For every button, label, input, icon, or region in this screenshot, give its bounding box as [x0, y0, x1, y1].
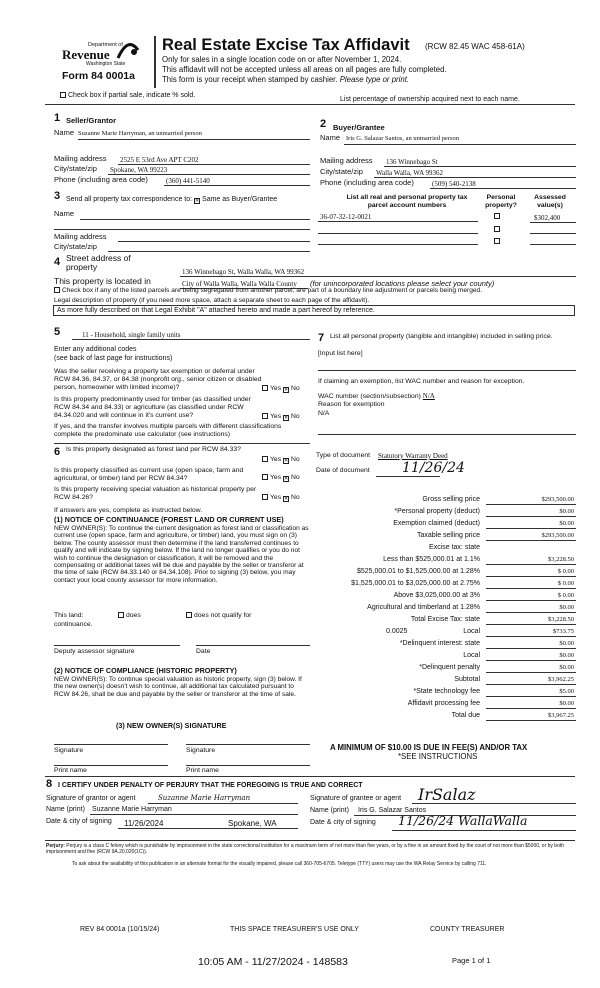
- revision: REV 84 0001a (10/15/24): [80, 926, 160, 933]
- parcel-line-3: [318, 244, 478, 245]
- buyer-mailing[interactable]: 136 Winnebago St: [386, 158, 438, 166]
- gross-selling-price-row: Gross selling price $293,500.00: [422, 496, 574, 503]
- notice-continuance-body: NEW OWNER(S): To continue the current designation as forest land or classification as current use (open space, farm and agriculture, or timber) land, you must sign on (3) below. The county assessor must then determine if the land transferred continues to qualify and will indicate by signing below. If the land no longer qualifies or you do not wish to continue the designation or classification, it will be removed and the compensating or additional taxes will be due and payable by the seller or transferor at the time of sale (RCW 84.33.140 or 84.34.108). Prior to signing (3) below, you may contact your local county assessor for more information.: [54, 525, 309, 584]
- additional-codes-label-2: (see back of last page for instructions): [54, 355, 173, 362]
- delinquent-state-row: *Delinquent interest: state $0.00: [399, 640, 574, 647]
- notice-compliance-body: NEW OWNER(S): To continue special valuation as historic property, sign (3) below. If the new owner(s) doesn't wish to continue, all additional tax calculated pursuant to RCW 84.26, shall be due and payable by the seller or transferor at the time of sale.: [54, 676, 302, 698]
- seller-phone[interactable]: (360) 441-5140: [166, 177, 210, 185]
- new-owner-signature-label-1: Signature: [54, 747, 84, 754]
- footer-rule: [45, 840, 575, 841]
- total-due[interactable]: $3,967.25: [486, 712, 576, 721]
- seller-heading: Seller/Grantor: [66, 116, 117, 125]
- street-address[interactable]: 136 Winnebago St, Walla Walla, WA 99362: [182, 268, 305, 276]
- section5-q2-answer[interactable]: Yes ✕ No: [262, 413, 300, 421]
- page-number: Page 1 of 1: [452, 956, 491, 965]
- gross-selling-price[interactable]: $293,500.00: [486, 496, 576, 505]
- reason-line: [318, 434, 576, 435]
- section-4-number: 4: [54, 256, 61, 268]
- assessed-line-1: [530, 222, 576, 223]
- header-rule: [45, 104, 575, 105]
- new-owner-print-label-1: Print name: [54, 767, 87, 774]
- seller-mailing-line: [118, 164, 310, 165]
- buyer-phone-line: [430, 188, 576, 189]
- tier3-tax[interactable]: $ 0.00: [486, 580, 576, 589]
- personal-property-row: *Personal property (deduct) $0.00: [394, 508, 574, 515]
- buyer-mailing-line: [384, 166, 576, 167]
- section5-q3: If yes, and the transfer involves multiple parcels with different classifications complete the predominate use calculator (see instructions): [54, 423, 282, 438]
- land-does-not-option[interactable]: does not qualify for: [186, 612, 251, 620]
- taxable-row: Taxable selling price $293,500.00: [416, 532, 574, 539]
- land-does-option[interactable]: does: [118, 612, 141, 620]
- subtotal-row: Subtotal $3,962.25: [454, 676, 574, 683]
- correspondence-city-line: [108, 251, 310, 252]
- section6-note: If answers are yes, complete as instructed below.: [54, 507, 203, 514]
- buyer-phone[interactable]: (509) 540-2138: [432, 180, 476, 188]
- buyer-city[interactable]: Walla Walla, WA 99362: [376, 169, 444, 177]
- delinquent-interest-local[interactable]: $0.00: [486, 652, 576, 661]
- buyer-phone-label: Phone (including area code): [320, 178, 414, 187]
- seller-city[interactable]: Spokane, WA 99223: [110, 166, 168, 174]
- reason-value[interactable]: N/A: [318, 410, 330, 417]
- doc-type-label: Type of document: [316, 452, 371, 459]
- street-line: [180, 276, 576, 277]
- delinquent-local-row: Local $0.00: [463, 652, 574, 659]
- seller-city-label: City/state/zip: [54, 164, 97, 173]
- grantor-sig-label: Signature of grantor or agent: [46, 795, 136, 802]
- grantee-sig-line: [412, 803, 576, 804]
- county-treasurer: COUNTY TREASURER: [430, 926, 505, 933]
- use-code-line: [72, 339, 310, 340]
- additional-codes-label: Enter any additional codes: [54, 346, 137, 353]
- correspondence-city-label: City/state/zip: [54, 242, 97, 251]
- legal-label: Legal description of property (if you need more space, attach a separate sheet to each page of the affidavit).: [54, 297, 370, 304]
- grantee-sig-label: Signature of grantee or agent: [310, 795, 402, 802]
- perjury-notice: Perjury: Perjury is a class C felony which is punishable by imprisonment in the state correctional institution for a maximum term of not more than five years, or by a fine in an amount fixed by the court of not more than $5000, or by both imprisonment and fine (RCW 9A.20.020(1C)).: [46, 843, 565, 855]
- dept-line3: Washington State: [86, 61, 126, 67]
- section6-q2-answer[interactable]: Yes ✕ No: [262, 474, 300, 482]
- seller-name-label: Name: [54, 128, 75, 137]
- dept-line2: Revenue: [62, 47, 110, 62]
- doc-date-label: Date of document: [316, 467, 370, 474]
- subtitle-2: This affidavit will not be accepted unless all areas on all pages are fully completed.: [162, 65, 447, 74]
- delinquent-interest-state[interactable]: $0.00: [486, 640, 576, 649]
- recording-stamp: 10:05 AM - 11/27/2024 - 148583: [198, 956, 348, 968]
- continuance-label: continuance.: [54, 621, 93, 628]
- buyer-name[interactable]: Iris G. Salazar Santos, an unmarried person: [346, 135, 459, 142]
- grantor-city[interactable]: Spokane, WA: [228, 819, 277, 828]
- deputy-sig-line: [54, 645, 180, 646]
- buyer-name-label: Name: [320, 133, 341, 142]
- segregated-checkbox[interactable]: [54, 287, 60, 293]
- assessed-value-1[interactable]: $302,400: [534, 214, 561, 222]
- grantor-date[interactable]: 11/26/2024: [124, 819, 164, 828]
- grantor-date-line: [118, 828, 298, 829]
- parcel-col-header: List all real and personal property tax parcel account numbers: [346, 194, 468, 209]
- total-due-row: Total due $3,967.25: [451, 712, 574, 719]
- affidavit-processing-fee[interactable]: $0.00: [486, 700, 576, 709]
- grantee-name[interactable]: Iris G. Salazar Santos: [358, 807, 427, 814]
- legal-description[interactable]: As more fully described on that Legal Exhibit "A" attached hereto and made a part hereof by reference.: [53, 305, 575, 316]
- form-number: Form 84 0001a: [62, 70, 135, 82]
- grantee-date-line: [392, 830, 576, 831]
- dor-logo: [60, 40, 152, 84]
- personal-property-deduct[interactable]: $0.00: [486, 508, 576, 517]
- parcel-number-1[interactable]: 36-07-32-12-0021: [320, 213, 372, 221]
- correspondence-mailing-label: Mailing address: [54, 232, 107, 241]
- taxable-selling-price[interactable]: $293,500.00: [486, 532, 576, 541]
- street-label: Street address of property: [66, 253, 131, 272]
- section5-q2: Is this property predominantly used for timber (as classified under RCW 84.34 and 84.33) or agriculture (as classified under RCW 84.34.020 and will continue in it's current use?: [54, 396, 251, 419]
- new-owner-sig-line-2: [186, 744, 310, 745]
- section6-q3: Is this property receiving special valuation as historical property per RCW 84.26?: [54, 486, 257, 501]
- grantee-date[interactable]: 11/26/24 WallaWalla: [398, 813, 528, 828]
- correspondence-text: Send all property tax correspondence to: ✕ Same as Buyer/Grantee: [66, 196, 277, 204]
- segregated-row[interactable]: Check box if any of the listed parcels are being segregated from another parcel, are part of a boundary line adjustment or parcels being merged.: [54, 287, 594, 295]
- seller-name[interactable]: Suzanne Marie Harryman, an unmarried person: [78, 130, 202, 137]
- header-divider: [154, 36, 156, 88]
- parcel-line-1: [318, 221, 478, 222]
- see-instructions: *SEE INSTRUCTIONS: [398, 752, 478, 761]
- section8-rule: [45, 776, 575, 777]
- agri-row: Agricultural and timberland at 1.28% $0.00: [367, 604, 574, 611]
- tier2-row: $525,000.01 to $1,525,000.00 at 1.28% $ 0.00: [357, 568, 574, 575]
- seller-mailing-label: Mailing address: [54, 154, 107, 163]
- section6-q2: Is this property classified as current use (open space, farm and agricultural, or timber) land per RCW 84.34?: [54, 467, 244, 482]
- deputy-signature-label: Deputy assessor signature: [54, 648, 135, 655]
- section-2-number: 2: [320, 118, 327, 130]
- buyer-mailing-label: Mailing address: [320, 156, 373, 165]
- agricultural-tax[interactable]: $0.00: [486, 604, 576, 613]
- doc-date-line: [376, 476, 440, 477]
- excise-state-row: Excise tax: state: [429, 544, 480, 551]
- dept-line1: Department of: [88, 42, 123, 48]
- doc-date[interactable]: 11/26/24: [402, 460, 465, 476]
- deputy-date-line: [196, 645, 310, 646]
- buyer-city-label: City/state/zip: [320, 167, 363, 176]
- tech-fee-row: *State technology fee $5.00: [413, 688, 574, 695]
- new-owner-signature-title: (3) NEW OWNER(S) SIGNATURE: [116, 721, 227, 730]
- same-as-buyer-checkbox[interactable]: [194, 198, 200, 204]
- seller-name-line: [78, 139, 310, 140]
- assessed-line-2: [530, 233, 576, 234]
- grantor-sig-line: [148, 803, 298, 804]
- tier2-tax[interactable]: $ 0.00: [486, 568, 576, 577]
- buyer-heading: Buyer/Grantee: [333, 123, 385, 132]
- section6-q3-answer[interactable]: Yes ✕ No: [262, 494, 300, 502]
- grantee-date-label: Date & city of signing: [310, 819, 376, 826]
- personal-property-input[interactable]: [Input list here]: [318, 350, 363, 357]
- subtitle-1: Only for sales in a single location code on or after November 1, 2024.: [162, 55, 402, 64]
- delinquent-penalty[interactable]: $0.00: [486, 664, 576, 673]
- seller-phone-line: [164, 185, 310, 186]
- grantor-signature[interactable]: Suzanne Marie Harryman: [158, 794, 251, 802]
- state-technology-fee[interactable]: $5.00: [486, 688, 576, 697]
- tier1-tax[interactable]: $3,228.50: [486, 556, 576, 565]
- local-rate: 0.0025: [386, 628, 408, 635]
- personal-property-checkbox-1[interactable]: [494, 213, 502, 221]
- assessed-value-col-header: Assessed value(s): [534, 194, 566, 209]
- form-rcw: (RCW 82.45 WAC 458-61A): [425, 42, 525, 51]
- ownership-note: List percentage of ownership acquired next to each name.: [340, 96, 520, 103]
- new-owner-print-line-2: [186, 765, 310, 766]
- correspondence-name-line2: [54, 229, 310, 230]
- form-title: Real Estate Excise Tax Affidavit: [162, 36, 410, 54]
- section-3-number: 3: [54, 190, 61, 202]
- located-note: (for unincorporated locations please select your county): [310, 279, 495, 288]
- total-state-row: Total Excise Tax: state $3,228.50: [410, 616, 574, 623]
- deputy-date-label: Date: [196, 648, 211, 655]
- grantee-signature[interactable]: IrSalaz: [418, 785, 476, 804]
- grantee-name-label: Name (print): [310, 807, 349, 814]
- grantor-date-label: Date & city of signing: [46, 818, 112, 825]
- wac-number[interactable]: N/A: [422, 392, 435, 400]
- section-1-number: 1: [54, 112, 61, 124]
- seller-mailing[interactable]: 2525 E 53rd Ave APT C202: [120, 156, 199, 164]
- local-tax[interactable]: $733.75: [486, 628, 576, 637]
- section7-text: List all personal property (tangible and intangible) included in selling price.: [330, 333, 553, 340]
- new-owner-sig-line-1: [54, 744, 168, 745]
- section5-rule: [54, 443, 310, 444]
- correspondence-mailing-line: [118, 241, 310, 242]
- subtitle-3: This form is your receipt when stamped by cashier. Please type or print.: [162, 75, 410, 84]
- wac-number-row: WAC number (section/subsection) N/A: [318, 392, 435, 400]
- minimum-due-note: A MINIMUM OF $10.00 IS DUE IN FEE(S) AND/OR TAX: [330, 743, 528, 752]
- total-excise-state[interactable]: $3,228.50: [486, 616, 576, 625]
- assessed-line-3: [530, 244, 576, 245]
- exemption-claimed[interactable]: $0.00: [486, 520, 576, 529]
- partial-sale[interactable]: Check box if partial sale, indicate % sold.: [60, 92, 195, 100]
- section5-q1: Was the seller receiving a property tax exemption or deferral under RCW 84.36, 84.37, or 84.38 (nonprofit org., senior citizen or disabled person, homeowner with limited income)?: [54, 368, 262, 391]
- subtotal[interactable]: $3,962.25: [486, 676, 576, 685]
- section-6-number: 6: [54, 446, 61, 458]
- grantor-name-label: Name (print): [46, 806, 85, 813]
- notice-continuance-title: (1) NOTICE OF CONTINUANCE (FOREST LAND OR CURRENT USE): [54, 515, 284, 524]
- tier4-tax[interactable]: $ 0.00: [486, 592, 576, 601]
- new-owner-signature-label-2: Signature: [186, 747, 216, 754]
- grantor-name[interactable]: Suzanne Marie Harryman: [92, 806, 172, 813]
- reason-label: Reason for exemption: [318, 401, 385, 408]
- personal-property-checkbox-2[interactable]: [494, 226, 502, 234]
- buyer-name-line: [344, 144, 576, 145]
- section5-q1-answer[interactable]: Yes ✕ No: [262, 385, 300, 393]
- parcel-line-2: [318, 233, 478, 234]
- section6-q1-answer[interactable]: Yes ✕ No: [262, 456, 300, 464]
- use-code[interactable]: 11 - Household, single family units: [82, 331, 181, 339]
- located-label: This property is located in: [54, 276, 151, 286]
- this-land-label: This land:: [54, 612, 84, 619]
- tier3-row: $1,525,000.01 to $3,025,000.00 at 2.75% $ 0.00: [351, 580, 574, 587]
- accessibility-note: To ask about the availability of this publication in an alternate format for the visually impaired, please call 360-705-6705. Teletype (TTY) users may use the WA Relay Service by calling 711.: [72, 861, 487, 867]
- penalty-row: *Delinquent penalty $0.00: [419, 664, 574, 671]
- correspondence-name-line: [80, 219, 310, 220]
- tier1-row: Less than $525,000.01 at 1.1% $3,228.50: [383, 556, 574, 563]
- section-7-number: 7: [318, 332, 325, 344]
- local-row: 0.0025 Local $733.75: [386, 628, 574, 635]
- processing-fee-row: Affidavit processing fee $0.00: [407, 700, 574, 707]
- tier4-row: Above $3,025,000.00 at 3% $ 0.00: [393, 592, 574, 599]
- section7-line: [318, 370, 576, 371]
- partial-sale-checkbox[interactable]: [60, 92, 66, 98]
- section-5-number: 5: [54, 326, 61, 338]
- personal-property-col-header: Personal property?: [485, 194, 517, 209]
- exemption-note: If claiming an exemption, list WAC number and reason for exception.: [318, 378, 525, 385]
- certify-text: I CERTIFY UNDER PENALTY OF PERJURY THAT THE FOREGOING IS TRUE AND CORRECT: [58, 782, 363, 789]
- section6-q1: Is this property designated as forest land per RCW 84.33?: [66, 446, 241, 453]
- new-owner-print-line-1: [54, 765, 168, 766]
- correspondence-name-label: Name: [54, 209, 75, 218]
- new-owner-print-label-2: Print name: [186, 767, 219, 774]
- treasurer-use: THIS SPACE TREASURER'S USE ONLY: [230, 926, 359, 933]
- section-8-number: 8: [46, 778, 53, 790]
- seller-phone-label: Phone (including area code): [54, 175, 148, 184]
- doc-type[interactable]: Statutory Warranty Deed: [378, 452, 448, 460]
- notice-compliance-title: (2) NOTICE OF COMPLIANCE (HISTORIC PROPERTY): [54, 666, 237, 675]
- personal-property-checkbox-3[interactable]: [494, 238, 502, 246]
- exemption-row: Exemption claimed (deduct) $0.00: [393, 520, 574, 527]
- located-value[interactable]: City of Walla Walla, Walla Walla County: [182, 280, 297, 288]
- grantor-name-line: [90, 814, 298, 815]
